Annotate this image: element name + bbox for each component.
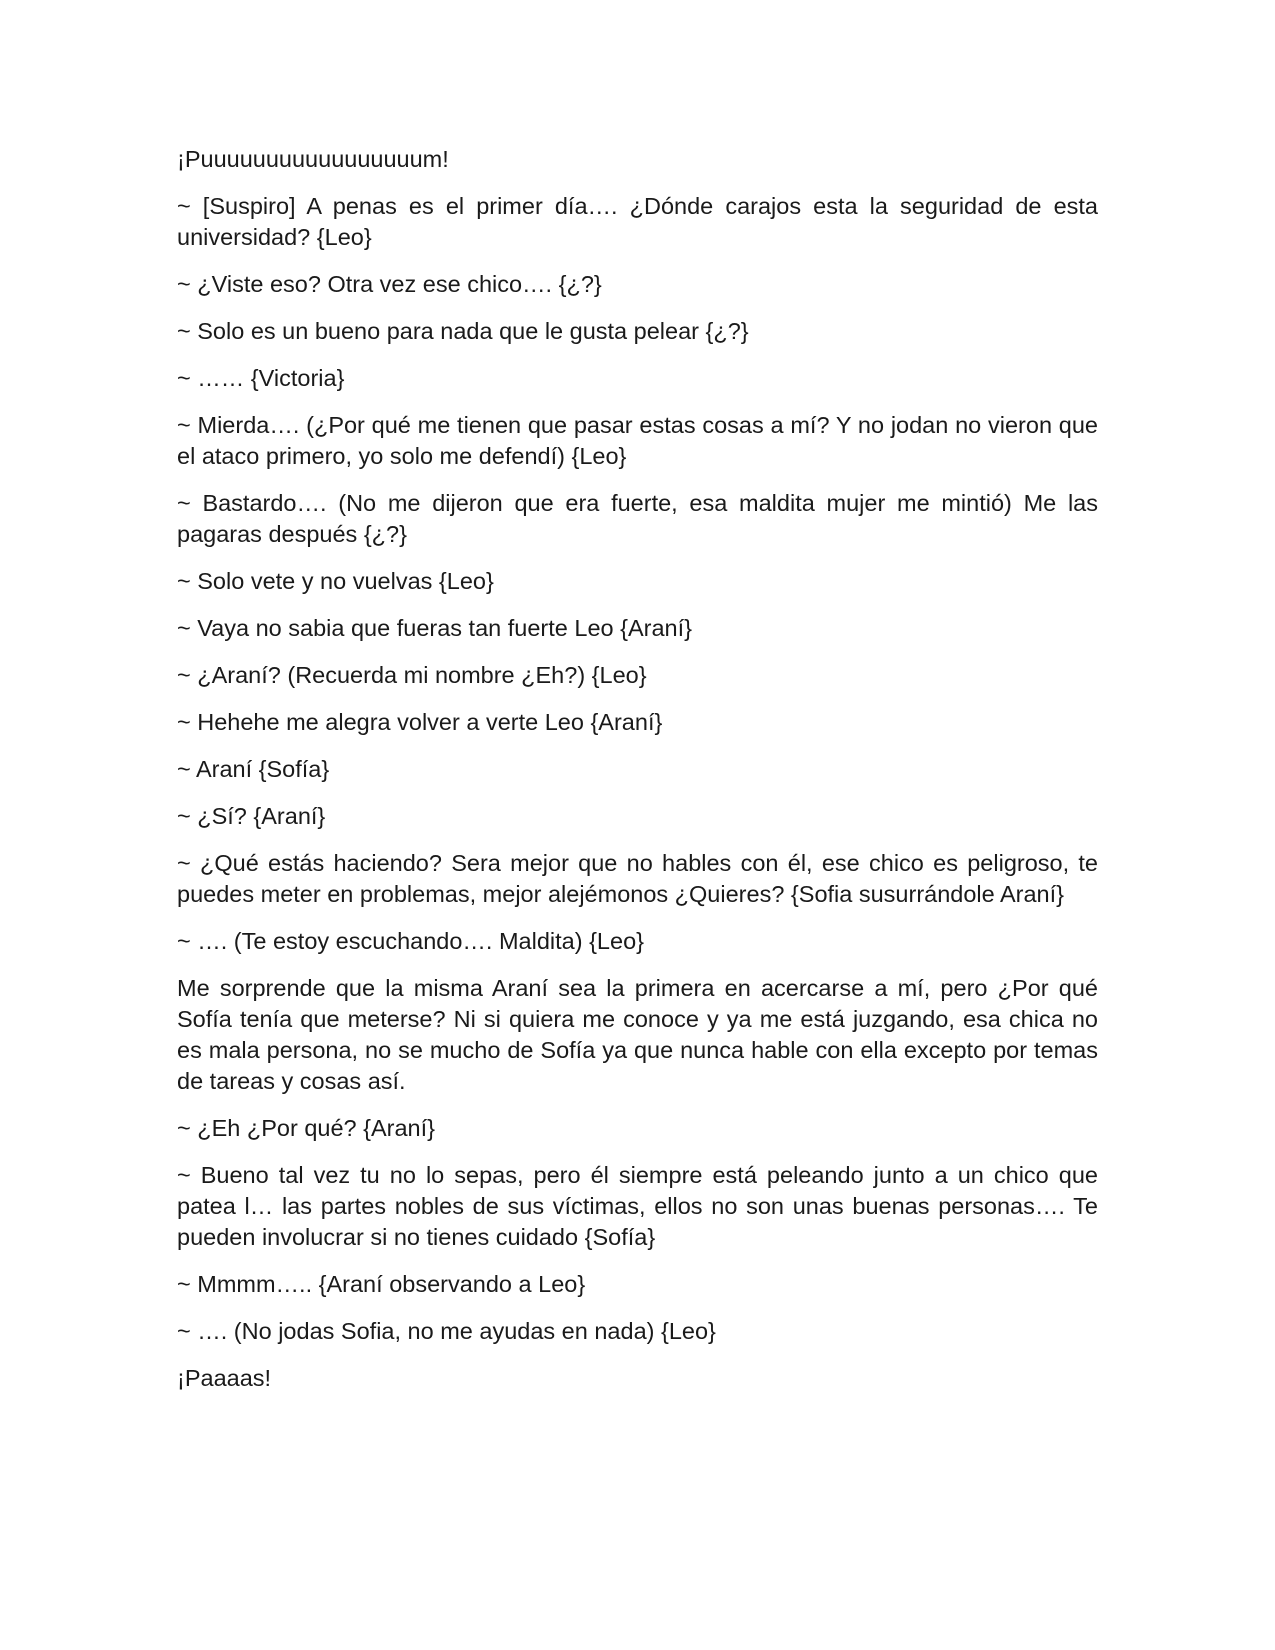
paragraph: ¡Paaaas! bbox=[177, 1365, 272, 1391]
paragraph: ~ …. (Te estoy escuchando…. Maldita) {Leo} bbox=[177, 928, 644, 954]
paragraph: ~ [Suspiro] A penas es el primer día…. ¿Dónde carajos esta la seguridad de esta universidad? {Leo} bbox=[177, 193, 1098, 250]
paragraph: ~ Bueno tal vez tu no lo sepas, pero él siempre está peleando junto a un chico que patea l… las partes nobles de sus víctimas, ellos no son unas buenas personas…. Te pueden involucrar si no tienes cuidado {Sofía} bbox=[177, 1162, 1098, 1250]
paragraph: ~ Solo es un bueno para nada que le gusta pelear {¿?} bbox=[177, 318, 749, 344]
paragraph: ~ …. (No jodas Sofia, no me ayudas en nada) {Leo} bbox=[177, 1318, 716, 1344]
paragraph: ~ Solo vete y no vuelvas {Leo} bbox=[177, 568, 494, 594]
paragraph: ~ Vaya no sabia que fueras tan fuerte Leo {Araní} bbox=[177, 615, 692, 641]
paragraph: ~ ¿Qué estás haciendo? Sera mejor que no hables con él, ese chico es peligroso, te puedes meter en problemas, mejor alejémonos ¿Quieres? {Sofia susurrándole Araní} bbox=[177, 850, 1098, 907]
paragraph: ~ Araní {Sofía} bbox=[177, 756, 330, 782]
paragraph: ~ Mierda…. (¿Por qué me tienen que pasar estas cosas a mí? Y no jodan no vieron que el ataco primero, yo solo me defendí) {Leo} bbox=[177, 412, 1098, 469]
document-body bbox=[177, 144, 1098, 1410]
paragraph: ~ ¿Eh ¿Por qué? {Araní} bbox=[177, 1115, 436, 1141]
paragraph: ~ …… {Victoria} bbox=[177, 365, 345, 391]
paragraph: ~ ¿Sí? {Araní} bbox=[177, 803, 326, 829]
paragraph: ~ ¿Viste eso? Otra vez ese chico…. {¿?} bbox=[177, 271, 602, 297]
paragraph: ~ ¿Araní? (Recuerda mi nombre ¿Eh?) {Leo} bbox=[177, 662, 647, 688]
paragraph: ~ Hehehe me alegra volver a verte Leo {Araní} bbox=[177, 709, 663, 735]
paragraph: ¡Puuuuuuuuuuuuuuuuum! bbox=[177, 146, 449, 172]
paragraph: ~ Mmmm….. {Araní observando a Leo} bbox=[177, 1271, 586, 1297]
paragraph: Me sorprende que la misma Araní sea la primera en acercarse a mí, pero ¿Por qué Sofía tenía que meterse? Ni si quiera me conoce y ya me está juzgando, esa chica no es mala persona, no se mucho de Sofía ya que nunca hable con ella excepto por temas de tareas y cosas así. bbox=[177, 975, 1098, 1094]
paragraph: ~ Bastardo…. (No me dijeron que era fuerte, esa maldita mujer me mintió) Me las pagaras después {¿?} bbox=[177, 490, 1098, 547]
